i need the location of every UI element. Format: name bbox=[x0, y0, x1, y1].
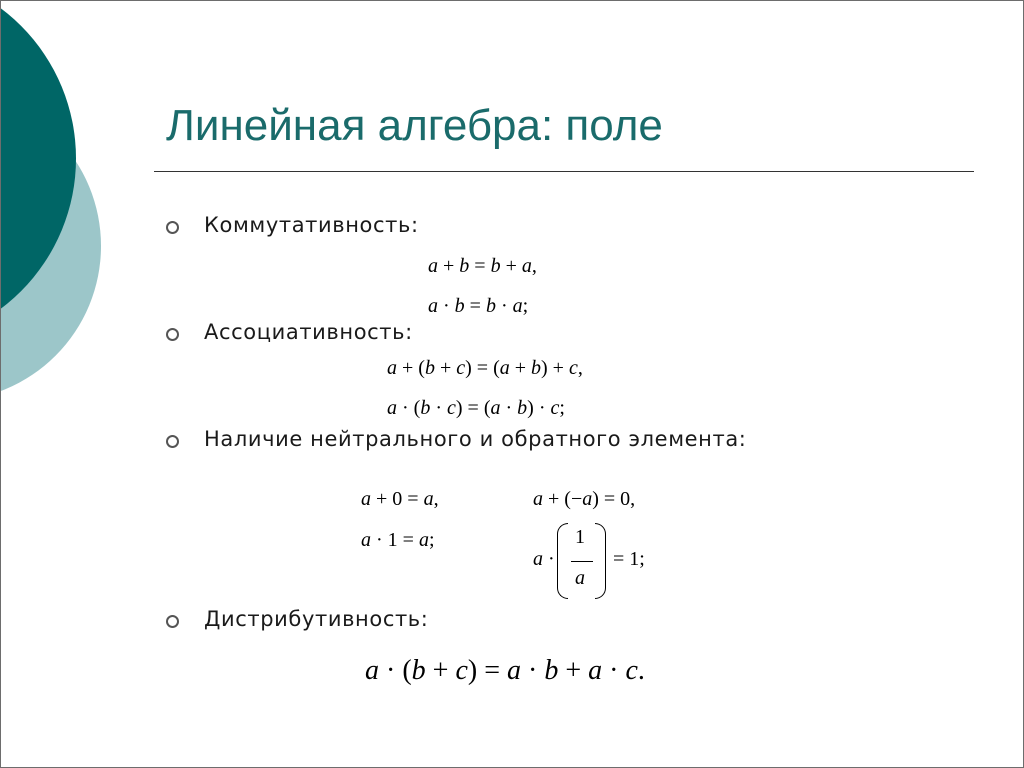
bullet-label: Коммутативность: bbox=[204, 213, 419, 237]
formula-inverse-fraction bbox=[557, 523, 607, 597]
formula-neutral-mul: a · 1 = a; bbox=[361, 529, 435, 551]
bullet-circle-icon bbox=[166, 435, 179, 448]
formula-comm-add: a + b = b + a, bbox=[428, 255, 537, 277]
formula-assoc-add: a + (b + c) = (a + b) + c, bbox=[387, 357, 583, 379]
bullet-label: Дистрибутивность: bbox=[204, 607, 429, 631]
title-divider bbox=[154, 171, 974, 172]
fraction-bar bbox=[571, 561, 593, 562]
slide-title: Линейная алгебра: поле bbox=[166, 101, 663, 150]
fraction-numerator: 1 bbox=[575, 526, 585, 548]
left-paren bbox=[557, 523, 568, 599]
fraction-denominator: a bbox=[575, 567, 585, 589]
formula-inverse-mul-suffix: = 1; bbox=[613, 548, 645, 570]
bullet-circle-icon bbox=[166, 221, 179, 234]
bullet-label: Ассоциативность: bbox=[204, 320, 413, 344]
formula-inverse-mul-prefix: a · bbox=[533, 548, 555, 570]
right-paren bbox=[595, 523, 606, 599]
bullet-circle-icon bbox=[166, 328, 179, 341]
bullet-label: Наличие нейтрального и обратного элемента: bbox=[204, 427, 747, 451]
formula-comm-mul: a · b = b · a; bbox=[428, 295, 529, 317]
formula-neutral-add: a + 0 = a, bbox=[361, 488, 439, 510]
formula-inverse-add: a + (−a) = 0, bbox=[533, 488, 636, 510]
bullet-circle-icon bbox=[166, 615, 179, 628]
formula-assoc-mul: a · (b · c) = (a · b) · c; bbox=[387, 397, 565, 419]
formula-distributivity: a · (b + c) = a · b + a · c. bbox=[365, 655, 645, 686]
